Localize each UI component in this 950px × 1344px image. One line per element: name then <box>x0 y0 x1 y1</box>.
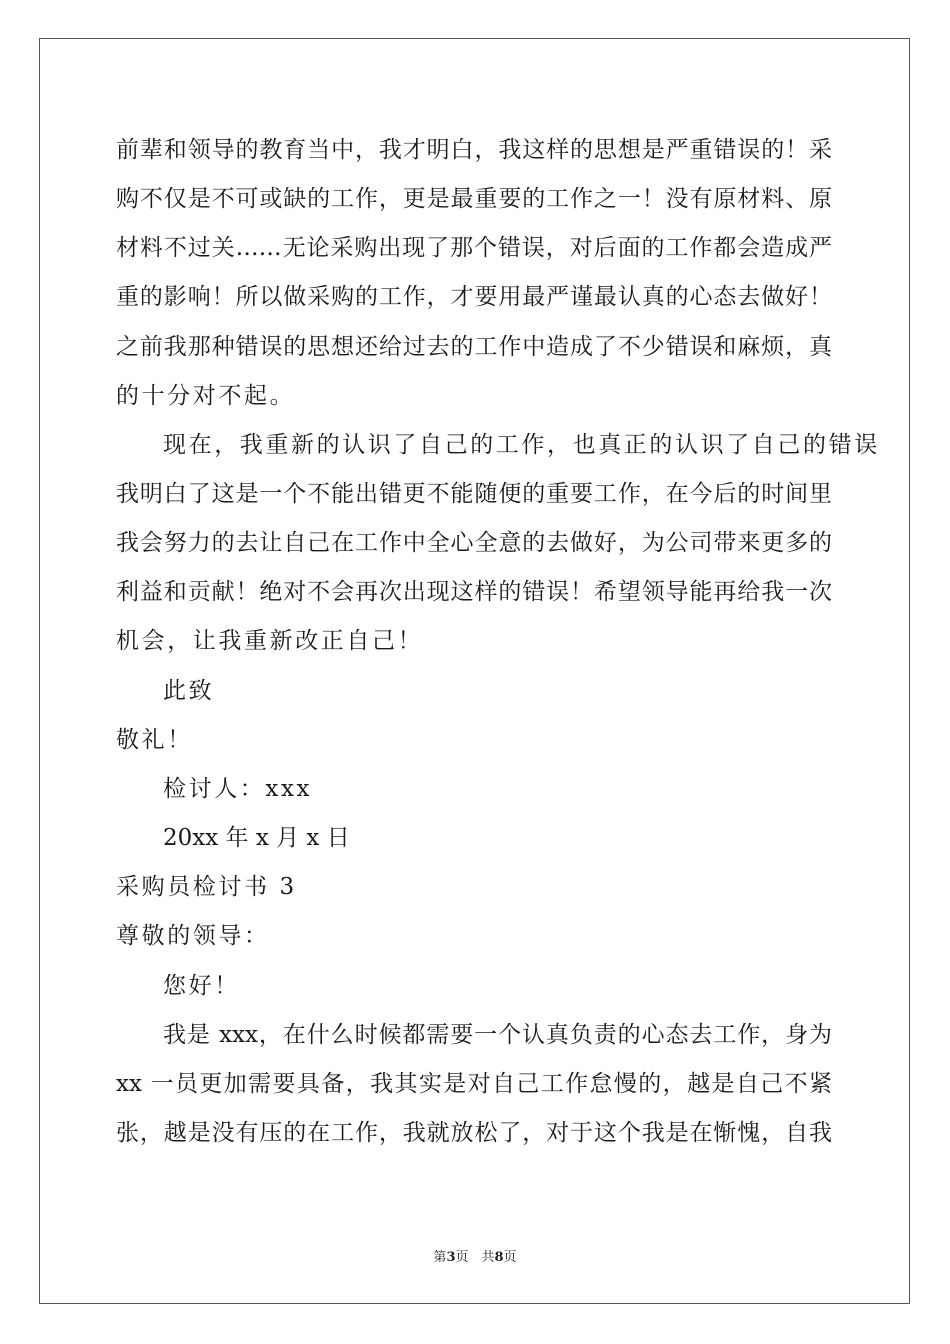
page-border <box>39 38 910 1304</box>
closing-regards: 敬礼！ <box>116 727 193 753</box>
text-line: 机会，让我重新改正自己！ <box>116 628 424 654</box>
paragraph-start-line: 现在，我重新的认识了自己的工作，也真正的认识了自己的错误 <box>163 432 880 458</box>
closing-salutation: 此致 <box>163 678 215 704</box>
total-page-number: 8 <box>494 1250 504 1265</box>
text-line: 我明白了这是一个不能出错更不能随便的重要工作，在今后的时间里 <box>116 481 832 507</box>
section-heading: 采购员检讨书 3 <box>116 874 297 900</box>
text-line: 前辈和领导的教育当中，我才明白，我这样的思想是严重错误的！采 <box>116 137 832 163</box>
text-line: 重的影响！所以做采购的工作，才要用最严谨最认真的心态去做好！ <box>116 284 832 310</box>
text-line: 我会努力的去让自己在工作中全心全意的去做好，为公司带来更多的 <box>116 530 832 556</box>
text-line: 购不仅是不可或缺的工作，更是最重要的工作之一！没有原材料、原 <box>116 186 832 212</box>
page-footer <box>0 1246 950 1265</box>
text-line: xx 一员更加需要具备，我其实是对自己工作怠慢的，越是自己不紧 <box>116 1071 832 1097</box>
greeting-hello: 您好！ <box>163 973 240 999</box>
paragraph-start-line: 我是 xxx，在什么时候都需要一个认真负责的心态去工作，身为 <box>163 1022 832 1048</box>
text-line: 利益和贡献！绝对不会再次出现这样的错误！希望领导能再给我一次 <box>116 579 832 605</box>
page-mid: 页 共 <box>455 1250 495 1265</box>
date: 20xx 年 x 月 x 日 <box>163 825 350 851</box>
current-page-number: 3 <box>446 1250 456 1265</box>
page-prefix: 第 <box>433 1250 447 1265</box>
text-line: 张，越是没有压的在工作，我就放松了，对于这个我是在惭愧，自我 <box>116 1120 832 1146</box>
signature: 检讨人：xxx <box>163 776 313 802</box>
greeting: 尊敬的领导： <box>116 923 270 949</box>
text-line: 之前我那种错误的思想还给过去的工作中造成了不少错误和麻烦，真 <box>116 334 832 360</box>
text-line: 的十分对不起。 <box>116 383 296 409</box>
page-suffix: 页 <box>503 1250 517 1265</box>
text-line: 材料不过关……无论采购出现了那个错误，对后面的工作都会造成严 <box>116 235 832 261</box>
